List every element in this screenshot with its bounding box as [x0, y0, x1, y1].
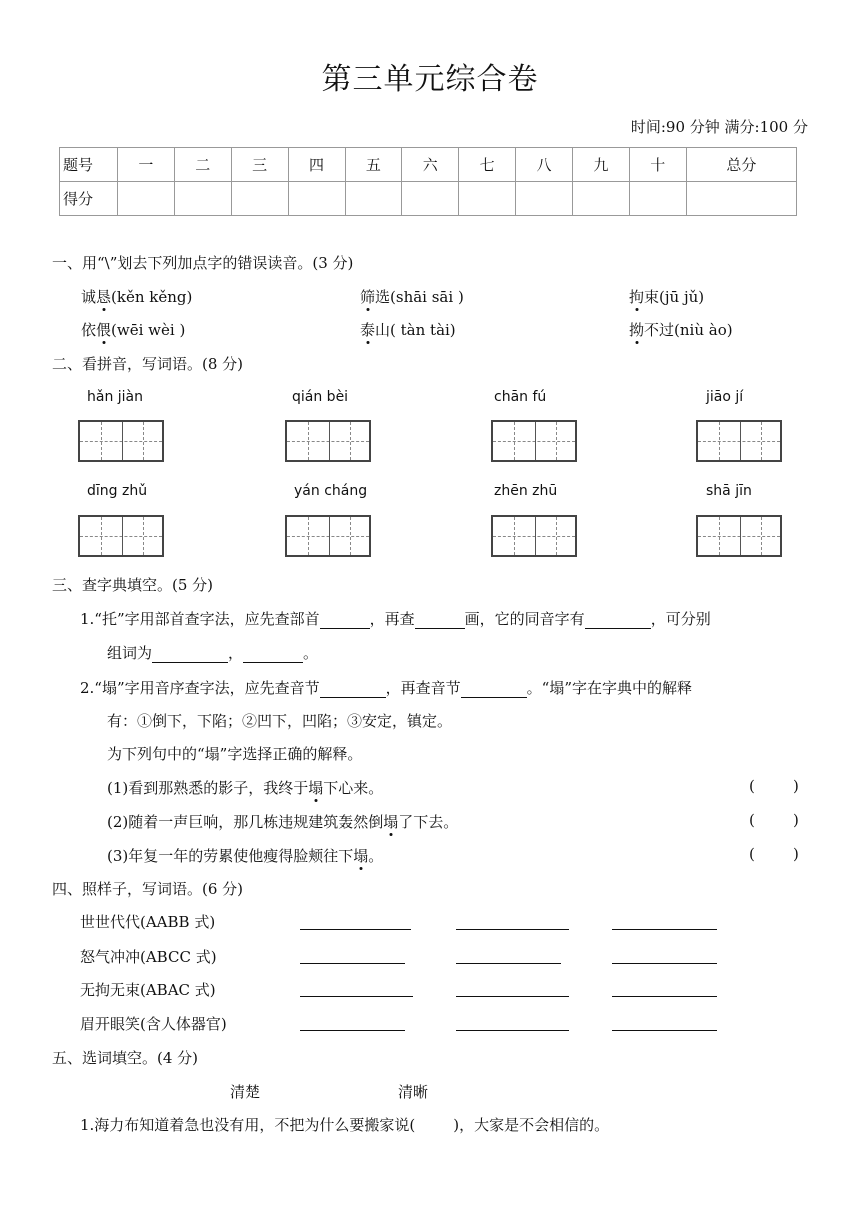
table-cell: 三 [231, 148, 288, 182]
writing-grid-box[interactable] [696, 420, 782, 462]
score-cell[interactable] [686, 182, 796, 216]
dotted-char: 塌 [308, 779, 324, 797]
writing-grid-box[interactable] [285, 420, 371, 462]
pinyin-label: zhēn zhū [494, 483, 558, 499]
table-cell: 九 [573, 148, 630, 182]
pinyin-label: yán cháng [294, 483, 368, 499]
score-cell[interactable] [174, 182, 231, 216]
dotted-char: 泰 [360, 321, 376, 339]
table-cell: 五 [345, 148, 402, 182]
s4-example: 世世代代(AABB 式) [80, 913, 216, 931]
pinyin-label: chān fú [494, 389, 547, 405]
s3-q1-text: 画，它的同音字有 [464, 610, 585, 628]
s3-sub-text: 了下去。 [398, 813, 459, 831]
section-4-heading: 四、照样子，写词语。(6 分) [52, 880, 244, 898]
writing-grid-box[interactable] [491, 515, 577, 557]
s3-q1-text: ，可分别 [650, 610, 711, 628]
writing-grid-box[interactable] [696, 515, 782, 557]
s3-q1-text: 。 [303, 644, 319, 662]
table-cell: 二 [174, 148, 231, 182]
answer-blank[interactable] [320, 682, 386, 698]
s1-item-text: 束(jū jǔ) [644, 288, 705, 306]
answer-paren[interactable]: ( ) [749, 845, 799, 863]
s3-q1-line2 [107, 642, 318, 663]
s3-sub-1 [107, 777, 383, 798]
pinyin-label: qián bèi [292, 389, 349, 405]
s1-item-text: 山( tàn tài) [375, 321, 456, 339]
writing-grid-box[interactable] [285, 515, 371, 557]
s3-sub-text: (1)看到那熟悉的影子，我终于 [107, 779, 309, 797]
answer-paren[interactable]: ( ) [749, 811, 799, 829]
s3-q2-line2: 有：①倒下，下陷；②凹下，凹陷；③安定，镇定。 [107, 712, 453, 730]
s1-item-1 [81, 286, 192, 307]
s3-q2-line3: 为下列句中的“塌”字选择正确的解释。 [107, 745, 363, 763]
answer-blank[interactable] [415, 613, 465, 629]
score-cell[interactable] [288, 182, 345, 216]
s3-sub-2 [107, 811, 458, 832]
score-cell[interactable] [345, 182, 402, 216]
dotted-char: 偎 [96, 321, 112, 339]
writing-grid-box[interactable] [78, 420, 164, 462]
s5-q1: 1.海力布知道着急也没有用，不把为什么要搬家说( )，大家是不会相信的。 [80, 1116, 610, 1134]
table-cell: 得分 [60, 182, 118, 216]
s3-q1-text: ，再查 [369, 610, 415, 628]
score-cell[interactable] [573, 182, 630, 216]
s4-example: 无拘无束(ABAC 式) [80, 981, 216, 999]
score-table-score-row [60, 182, 797, 216]
answer-line[interactable] [456, 963, 561, 964]
s1-item-4 [81, 319, 185, 340]
section-3-heading: 三、查字典填空。(5 分) [52, 576, 214, 594]
dotted-char: 拘 [629, 288, 645, 306]
answer-line[interactable] [300, 996, 413, 997]
answer-line[interactable] [456, 996, 569, 997]
dotted-char: 塌 [353, 847, 369, 865]
dotted-char: 塌 [383, 813, 399, 831]
answer-blank[interactable] [152, 647, 228, 663]
score-table [59, 147, 797, 216]
s3-sub-text: 下心来。 [323, 779, 384, 797]
table-cell: 题号 [60, 148, 118, 182]
answer-line[interactable] [612, 996, 717, 997]
dotted-char: 恳 [96, 288, 112, 306]
score-cell[interactable] [402, 182, 459, 216]
s1-item-text: 诚 [81, 288, 97, 306]
s1-item-6 [629, 319, 733, 340]
dotted-char: 筛 [360, 288, 376, 306]
answer-line[interactable] [300, 1030, 405, 1031]
s1-item-text: 依 [81, 321, 97, 339]
table-cell: 四 [288, 148, 345, 182]
s3-q2-text: 2.“塌”字用音序查字法，应先查音节 [80, 679, 320, 697]
s4-example: 怒气冲冲(ABCC 式) [80, 948, 217, 966]
score-cell[interactable] [231, 182, 288, 216]
answer-paren[interactable]: ( ) [749, 777, 799, 795]
section-1-heading: 一、用“\”划去下列加点字的错误读音。(3 分) [52, 254, 354, 272]
answer-line[interactable] [612, 929, 717, 930]
pinyin-label: shā jīn [706, 483, 752, 499]
s3-q1-text: 1.“托”字用部首查字法，应先查部首 [80, 610, 320, 628]
section-5-heading: 五、选词填空。(4 分) [52, 1049, 199, 1067]
s3-q1-line1 [80, 608, 711, 629]
s1-item-2 [360, 286, 464, 307]
writing-grid-box[interactable] [491, 420, 577, 462]
score-cell[interactable] [516, 182, 573, 216]
table-cell: 七 [459, 148, 516, 182]
s3-q2-line1 [80, 677, 692, 698]
table-cell: 六 [402, 148, 459, 182]
answer-line[interactable] [612, 963, 717, 964]
answer-line[interactable] [456, 929, 569, 930]
table-cell: 十 [629, 148, 686, 182]
s1-item-text: (wēi wèi ) [111, 321, 186, 339]
s3-q1-text: ， [228, 644, 244, 662]
s3-sub-text: (3)年复一年的劳累使他瘦得脸颊往下 [107, 847, 354, 865]
section-2-heading: 二、看拼音，写词语。(8 分) [52, 355, 244, 373]
score-cell[interactable] [459, 182, 516, 216]
s3-sub-text: (2)随着一声巨响，那几栋违规建筑轰然倒 [107, 813, 384, 831]
score-table-header-row [60, 148, 797, 182]
word-choice: 清晰 [398, 1083, 429, 1101]
s3-q2-text: 。“塌”字在字典中的解释 [526, 679, 693, 697]
dotted-char: 拗 [629, 321, 645, 339]
pinyin-label: dīng zhǔ [87, 483, 148, 499]
s3-sub-text: 。 [368, 847, 384, 865]
answer-line[interactable] [300, 929, 411, 930]
s4-example: 眉开眼笑(含人体器官) [80, 1015, 227, 1033]
pinyin-label: hǎn jiàn [87, 389, 144, 405]
word-choice: 清楚 [230, 1083, 261, 1101]
s3-q2-text: ，再查音节 [385, 679, 461, 697]
answer-line[interactable] [456, 1030, 569, 1031]
s1-item-text: 选(shāi sāi ) [375, 288, 464, 306]
writing-grid-box[interactable] [78, 515, 164, 557]
score-cell[interactable] [118, 182, 175, 216]
s1-item-5 [360, 319, 456, 340]
table-cell: 八 [516, 148, 573, 182]
exam-meta: 时间:90 分钟 满分:100 分 [630, 118, 808, 136]
answer-blank[interactable] [243, 647, 303, 663]
s1-item-text: (kěn kěng) [111, 288, 193, 306]
pinyin-label: jiāo jí [706, 389, 744, 405]
s1-item-text: 不过(niù ào) [644, 321, 733, 339]
table-cell: 总分 [686, 148, 796, 182]
answer-blank[interactable] [461, 682, 527, 698]
answer-line[interactable] [612, 1030, 717, 1031]
answer-blank[interactable] [585, 613, 651, 629]
s3-sub-3 [107, 845, 383, 866]
s1-item-3 [629, 286, 704, 307]
page-title: 第三单元综合卷 [321, 62, 539, 97]
answer-line[interactable] [300, 963, 405, 964]
s3-q1-text: 组词为 [107, 644, 153, 662]
score-cell[interactable] [629, 182, 686, 216]
table-cell: 一 [118, 148, 175, 182]
answer-blank[interactable] [320, 613, 370, 629]
